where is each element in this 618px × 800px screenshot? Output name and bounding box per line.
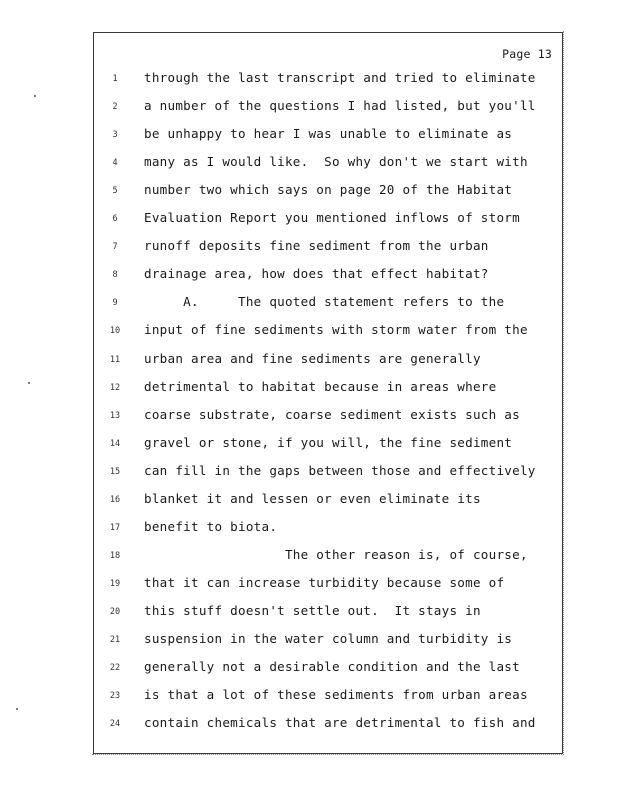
line-text: this stuff doesn't settle out. It stays in <box>144 602 481 618</box>
line-number: 15 <box>109 466 121 477</box>
scan-speck <box>16 708 18 710</box>
line-number: 3 <box>112 130 118 141</box>
transcript-line <box>94 182 562 202</box>
line-text: be unhappy to hear I was unable to eliminate as <box>144 126 513 142</box>
line-number: 13 <box>109 410 121 421</box>
line-number: 17 <box>109 522 121 533</box>
line-number: 11 <box>109 354 121 365</box>
line-number: 18 <box>109 550 121 561</box>
transcript-line <box>94 351 562 371</box>
line-number: 6 <box>112 214 118 225</box>
line-number: 8 <box>112 270 118 281</box>
line-number: 10 <box>109 326 121 337</box>
transcript-line <box>94 603 562 623</box>
line-text: suspension in the water column and turbidity is <box>144 631 513 646</box>
line-text: coarse substrate, coarse sediment exists such as <box>144 406 520 422</box>
line-number: 20 <box>109 606 121 617</box>
line-text: many as I would like. So why don't we start with <box>144 154 528 170</box>
transcript-line <box>94 322 562 342</box>
line-text: gravel or stone, if you will, the fine sediment <box>144 434 513 450</box>
line-number: 7 <box>112 242 118 253</box>
transcript-line <box>94 98 562 118</box>
transcript-line <box>94 407 562 427</box>
line-number: 12 <box>109 382 121 393</box>
transcript-line <box>94 126 562 146</box>
line-text: runoff deposits fine sediment from the urban <box>144 238 489 254</box>
transcript-line <box>94 238 562 258</box>
transcript-line <box>94 463 562 483</box>
transcript-line <box>94 294 562 314</box>
line-text: benefit to biota. <box>144 518 278 534</box>
line-text: number two which says on page 20 of the Habitat <box>144 182 513 198</box>
transcript-line <box>94 435 562 455</box>
line-text: A. The quoted statement refers to the <box>144 294 505 310</box>
line-number: 23 <box>109 691 121 702</box>
line-number: 24 <box>109 719 121 730</box>
line-number: 22 <box>109 663 121 674</box>
line-text: detrimental to habitat because in areas where <box>144 378 497 394</box>
transcript-line <box>94 379 562 399</box>
line-number: 5 <box>112 186 118 197</box>
line-text: a number of the questions I had listed, but you'll <box>144 98 536 114</box>
transcript-line <box>94 491 562 511</box>
line-number: 9 <box>112 298 118 309</box>
line-number: 14 <box>109 438 121 449</box>
line-number: 2 <box>112 102 118 113</box>
line-text: The other reason is, of course, <box>144 546 528 562</box>
page-number: Page 13 <box>502 47 552 61</box>
transcript-line <box>94 154 562 174</box>
line-text: Evaluation Report you mentioned inflows of storm <box>144 210 520 226</box>
line-number: 16 <box>109 494 121 505</box>
line-number: 1 <box>112 74 118 84</box>
transcript-line <box>94 715 562 735</box>
transcript-line <box>94 266 562 286</box>
line-text: blanket it and lessen or even eliminate its <box>144 490 481 506</box>
line-text: generally not a desirable condition and the last <box>144 659 520 675</box>
transcript-line <box>94 547 562 567</box>
line-text: that it can increase turbidity because some of <box>144 574 505 590</box>
scan-speck <box>28 382 30 384</box>
line-number: 19 <box>109 578 121 589</box>
transcript-line <box>94 210 562 230</box>
line-number: 21 <box>109 635 121 645</box>
transcript-line <box>94 659 562 679</box>
line-number: 4 <box>112 158 118 169</box>
transcript-page <box>93 32 563 754</box>
scan-speck <box>34 95 36 97</box>
line-text: can fill in the gaps between those and effectively <box>144 462 536 478</box>
line-text: urban area and fine sediments are generally <box>144 350 481 366</box>
transcript-line <box>94 575 562 595</box>
line-text: drainage area, how does that effect habitat? <box>144 266 489 282</box>
line-text: contain chemicals that are detrimental to fish and <box>144 715 536 731</box>
line-text: through the last transcript and tried to eliminate <box>144 70 536 85</box>
line-text: input of fine sediments with storm water from the <box>144 322 528 338</box>
transcript-line <box>94 70 562 90</box>
line-text: is that a lot of these sediments from urban areas <box>144 687 528 703</box>
transcript-line <box>94 519 562 539</box>
transcript-line <box>94 631 562 651</box>
transcript-line <box>94 687 562 707</box>
